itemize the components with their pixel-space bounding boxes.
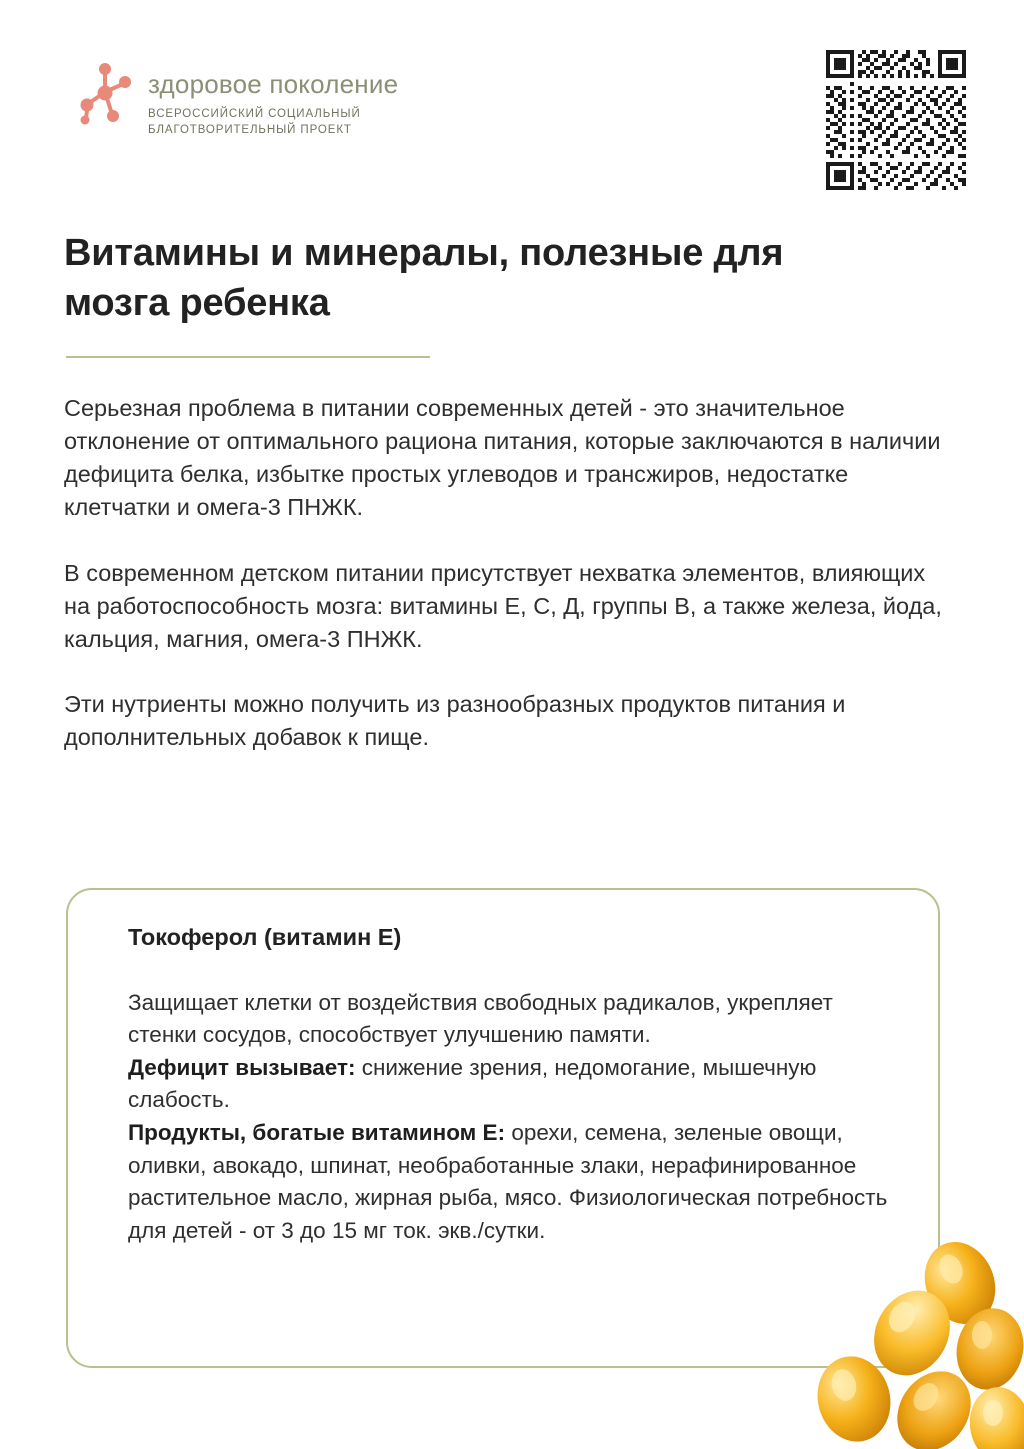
- card-products-label: Продукты, богатые витамином Е:: [128, 1120, 506, 1146]
- brand-tagline-line2: БЛАГОТВОРИТЕЛЬНЫЙ ПРОЕКТ: [148, 124, 352, 137]
- card-title: Токоферол (витамин Е): [128, 924, 402, 950]
- card-products-line: [128, 1117, 892, 1248]
- title-divider: [66, 356, 430, 358]
- brand-name: здоровое поколение: [148, 69, 399, 99]
- card-products-text: орехи, семена, зеленые овощи, оливки, авокадо, шпинат, необработанные злаки, нерафинированное растительное масло, жирная рыба, мясо. Физиологическая потребность для детей - от 3 до 15 мг ток. экв./сутки.: [128, 1120, 888, 1243]
- brand-text: [148, 60, 398, 139]
- card-deficit-text: снижение зрения, недомогание, мышечную слабость.: [128, 1054, 817, 1113]
- brand-tagline: [148, 106, 398, 139]
- vitamin-e-card: [66, 888, 940, 1368]
- intro-section: [64, 392, 944, 754]
- intro-paragraph-3: Эти нутриенты можно получить из разнообразных продуктов питания и дополнительных добавок к пище.: [64, 690, 846, 750]
- molecule-icon: [76, 60, 136, 126]
- brand-tagline-line1: ВСЕРОССИЙСКИЙ СОЦИАЛЬНЫЙ: [148, 107, 361, 120]
- intro-paragraph-2: В современном детском питании присутствует нехватка элементов, влияющих на работоспособность мозга: витамины Е, С, Д, группы В, а также железа, йода, кальция, магния, омега-3 ПНЖК.: [64, 559, 942, 652]
- card-deficit-line: [128, 1052, 892, 1117]
- card-body: [128, 987, 892, 1248]
- page-title: Витамины и минералы, полезные для мозга ребенка: [64, 232, 784, 325]
- card-description: Защищает клетки от воздействия свободных радикалов, укрепляет стенки сосудов, способствует улучшению памяти.: [128, 989, 833, 1048]
- brand-logo: [76, 60, 398, 139]
- page-header: [76, 60, 964, 190]
- intro-paragraph-1: Серьезная проблема в питании современных детей - это значительное отклонение от оптимального рациона питания, которые заключаются в наличии дефицита белка, избытке простых углеводов и трансжиров, недостатке клетчатки и омега-3 ПНЖК.: [64, 395, 941, 521]
- qr-code-icon[interactable]: [822, 46, 970, 194]
- card-deficit-label: Дефицит вызывает:: [128, 1054, 356, 1080]
